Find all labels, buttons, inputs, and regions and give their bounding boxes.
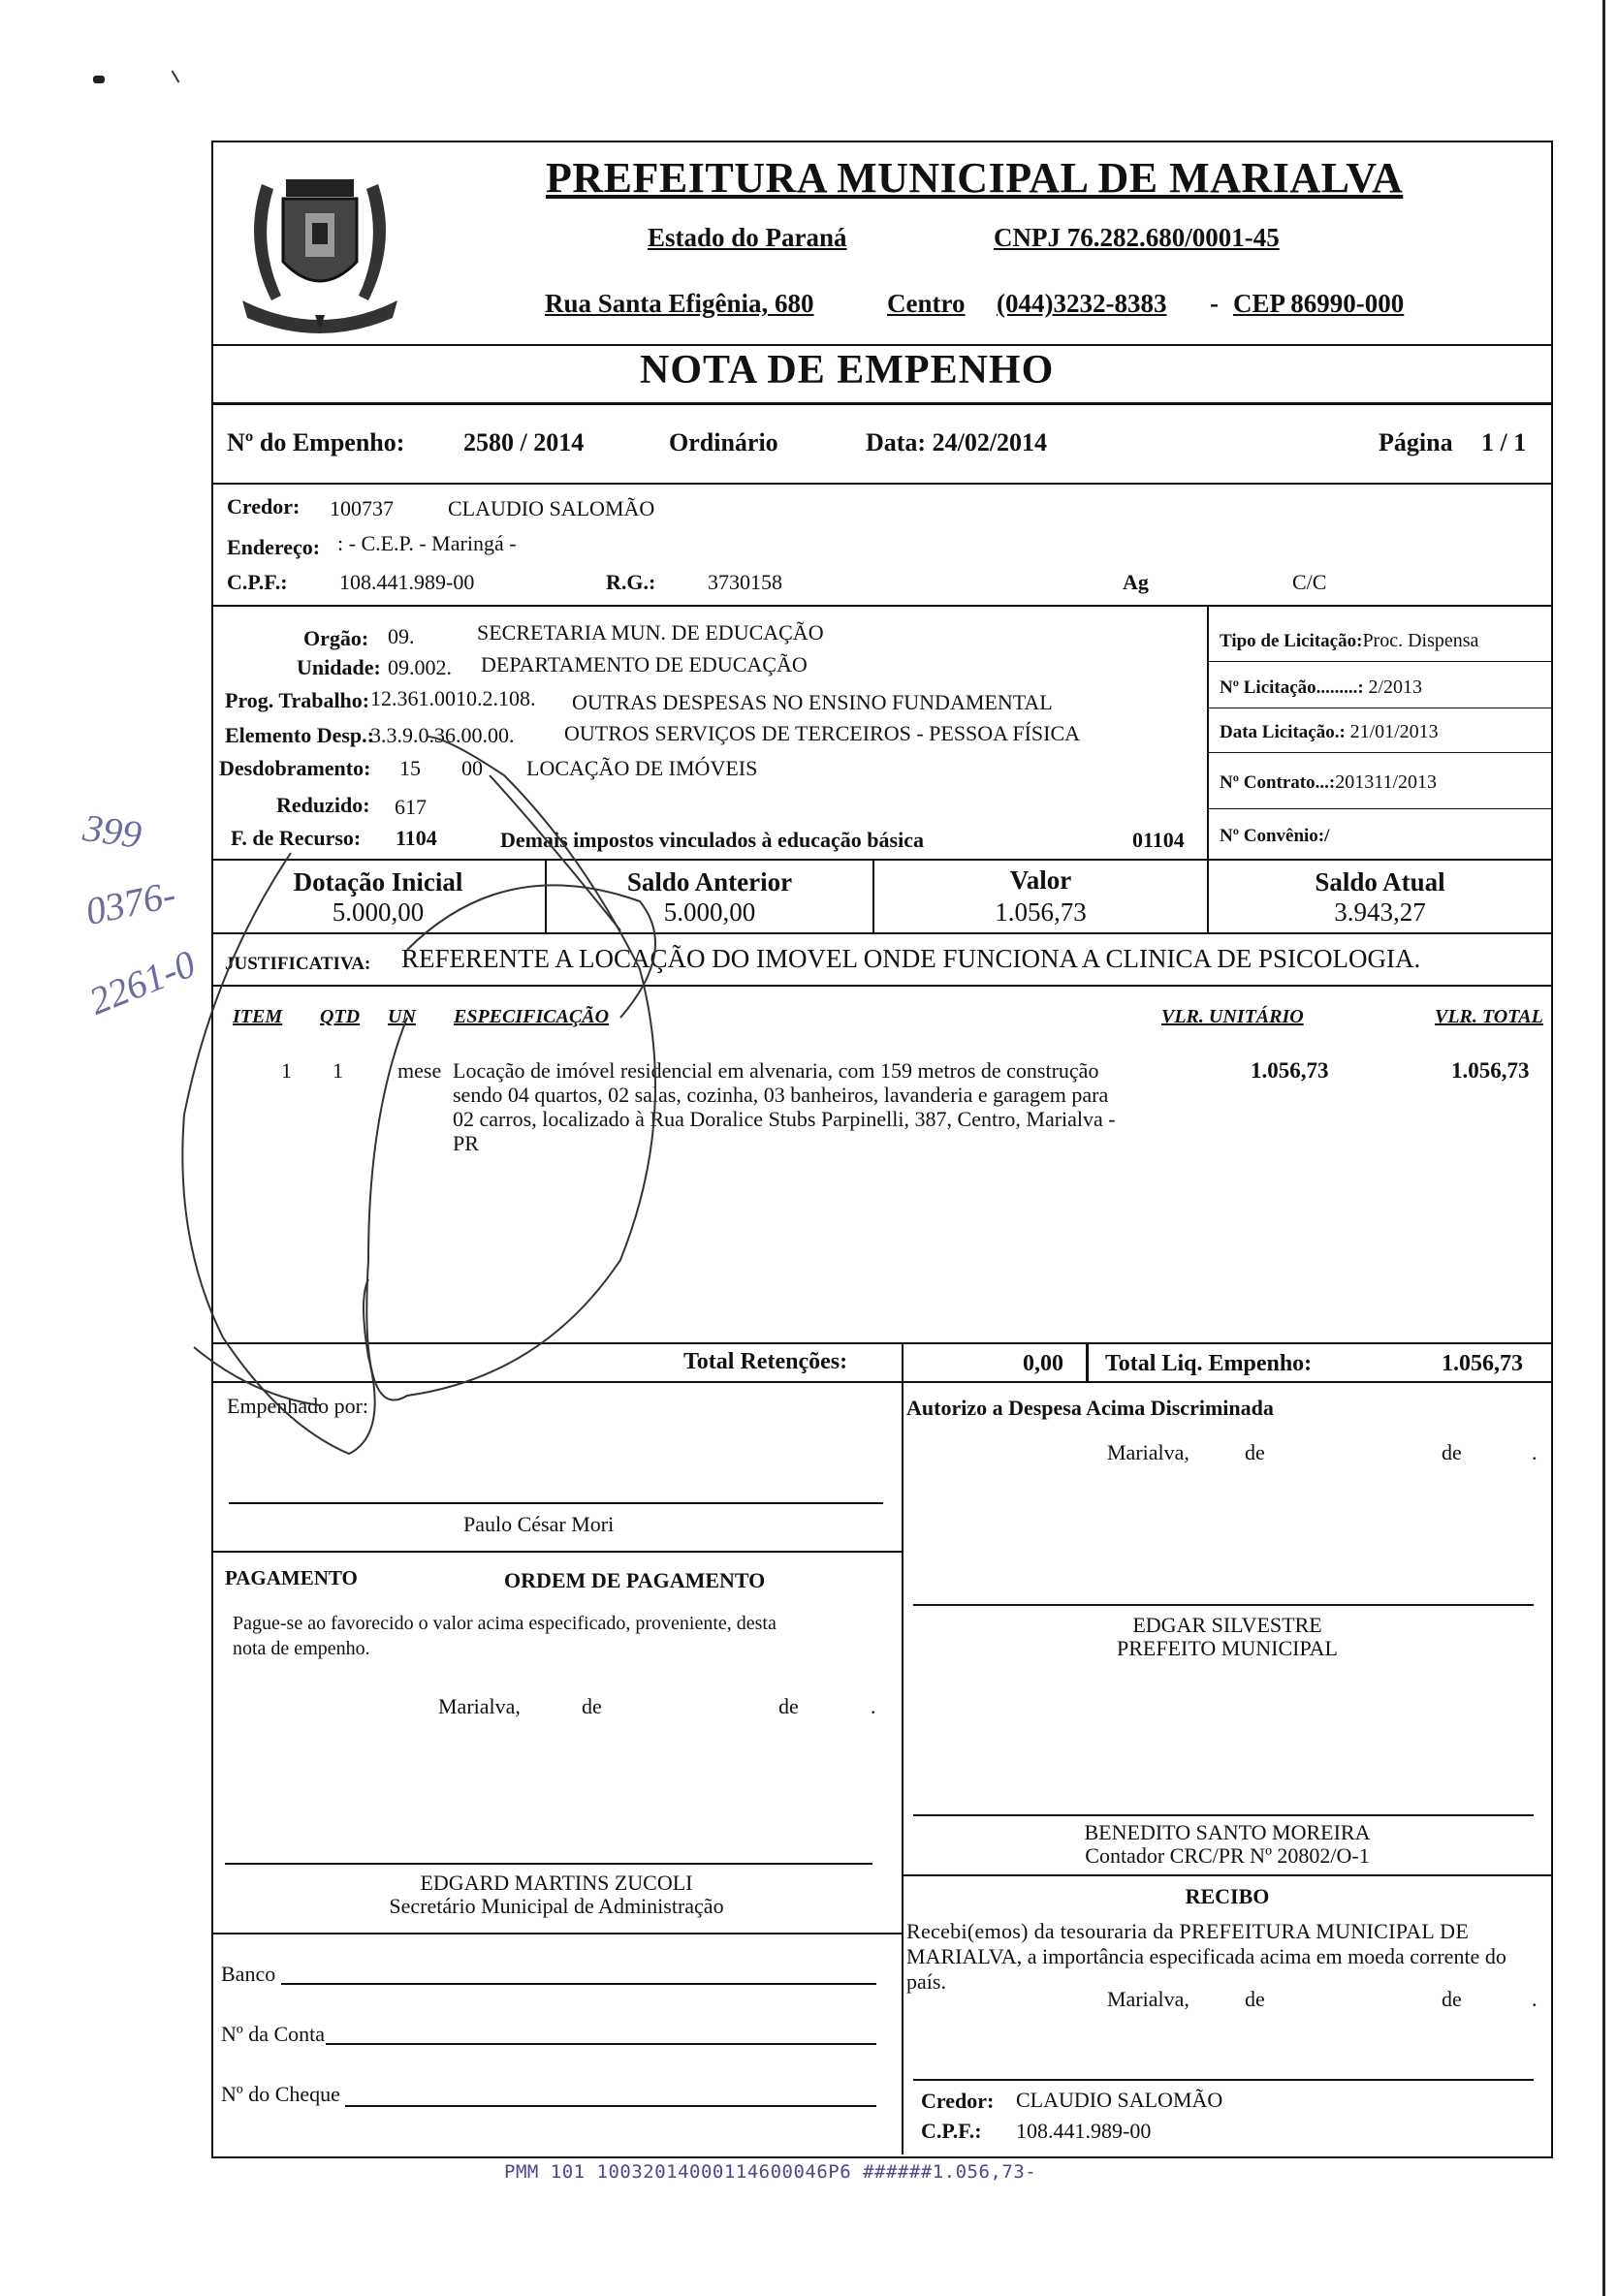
header-cep: CEP 86990-000 — [1233, 289, 1405, 318]
credor-code: 100737 — [330, 496, 394, 520]
recurso-value: 1104 — [396, 826, 437, 850]
recibo-dot: . — [1532, 1987, 1538, 2011]
licitacao-contrato-label-text: Nº Contrato...: — [1220, 772, 1336, 793]
recurso-code: 01104 — [1132, 828, 1185, 852]
autorizo-dot: . — [1532, 1440, 1538, 1464]
autorizo-text: Autorizo a Despesa Acima Discriminada — [906, 1396, 1274, 1420]
desdob-name: LOCAÇÃO DE IMÓVEIS — [526, 756, 758, 780]
orgao-name: SECRETARIA MUN. DE EDUCAÇÃO — [477, 620, 824, 645]
item-desc-3: 02 carros, localizado à Rua Doralice Stubs Parpinelli, 387, Centro, Marialva - — [453, 1107, 1116, 1131]
prog-name: OUTRAS DESPESAS NO ENSINO FUNDAMENTAL — [572, 690, 1053, 714]
handwritten-note: 2261-0 — [82, 941, 202, 1023]
licitacao-tipo-label-text: Tipo de Licitação: — [1220, 631, 1363, 651]
page-label: Página — [1379, 428, 1453, 456]
recurso-desc: Demais impostos vinculados à educação básica — [500, 828, 924, 852]
crest-text: MARIALVA 1951 — [271, 300, 368, 315]
recibo-de-1: de — [1245, 1987, 1265, 2011]
endereco-value: : - C.E.P. - Maringá - — [337, 531, 517, 555]
conta-label: Nº da Conta — [221, 2022, 326, 2046]
col-total: VLR. TOTAL — [1435, 1006, 1543, 1027]
reduzido-label: Reduzido: — [276, 793, 370, 817]
ordem-label: ORDEM DE PAGAMENTO — [504, 1568, 766, 1592]
recibo-cpf-label: C.P.F.: — [921, 2119, 982, 2143]
recibo-title: RECIBO — [1185, 1884, 1270, 1908]
item-qtd: 1 — [333, 1058, 343, 1083]
cpf-value: 108.441.989-00 — [339, 570, 475, 594]
item-total-value: 1.056,73 — [1451, 1058, 1530, 1083]
justificativa-text: REFERENTE A LOCAÇÃO DO IMOVEL ONDE FUNCIONA A CLINICA DE PSICOLOGIA. — [401, 944, 1421, 973]
secretario-role: Secretário Municipal de Administração — [389, 1894, 724, 1918]
empenho-date: Data: 24/02/2014 — [866, 428, 1048, 456]
page-number: 1 / 1 — [1481, 428, 1527, 456]
desdob-code-2: 00 — [461, 756, 483, 780]
pagamento-label: PAGAMENTO — [225, 1566, 358, 1589]
pague-de-1: de — [582, 1694, 602, 1718]
item-number: 1 — [281, 1058, 292, 1083]
contador-name: BENEDITO SANTO MOREIRA — [1084, 1820, 1371, 1844]
secretario-name: EDGARD MARTINS ZUCOLI — [420, 1871, 693, 1895]
licitacao-data-label — [1220, 721, 1439, 743]
prog-label: Prog. Trabalho: — [225, 688, 370, 712]
licitacao-num-value: 2/2013 — [1368, 676, 1423, 698]
licitacao-data-label-text: Data Licitação.: — [1220, 722, 1346, 742]
pague-de-2: de — [778, 1694, 799, 1718]
crest-logo — [223, 155, 417, 339]
dotacao-inicial-label: Dotação Inicial — [293, 867, 463, 896]
header-rua: Rua Santa Efigênia, 680 — [545, 289, 814, 318]
licitacao-data-value: 21/01/2013 — [1349, 721, 1439, 742]
pague-city: Marialva, — [438, 1694, 521, 1718]
recurso-label: F. de Recurso: — [231, 826, 362, 850]
reduzido-value: 617 — [395, 795, 427, 819]
autorizo-de-2: de — [1442, 1440, 1462, 1464]
licitacao-convenio-label: Nº Convênio:/ — [1220, 826, 1330, 846]
recibo-text-2: MARIALVA, a importância especificada acima em moeda corrente do — [906, 1944, 1506, 1968]
recibo-cpf-value: 108.441.989-00 — [1016, 2119, 1152, 2143]
header-estado: Estado do Paraná — [648, 223, 847, 252]
handwritten-note: 399 — [80, 805, 144, 857]
cc-label: C/C — [1292, 570, 1327, 594]
unidade-name: DEPARTAMENTO DE EDUCAÇÃO — [481, 652, 808, 676]
autorizo-de-1: de — [1245, 1440, 1265, 1464]
col-unit: VLR. UNITÁRIO — [1161, 1006, 1304, 1027]
empenho-number: 2580 / 2014 — [463, 428, 585, 456]
valor-label: Valor — [1009, 865, 1072, 895]
prog-code: 12.361.0010.2.108. — [370, 686, 536, 710]
unidade-code: 09.002. — [388, 655, 452, 679]
recibo-city: Marialva, — [1107, 1987, 1189, 2011]
saldo-anterior-label: Saldo Anterior — [626, 867, 793, 896]
item-desc-1: Locação de imóvel residencial em alvenaria, com 159 metros de construção — [453, 1058, 1099, 1083]
retencoes-label: Total Retenções: — [683, 1349, 848, 1374]
page-title: PREFEITURA MUNICIPAL DE MARIALVA — [546, 154, 1404, 202]
justificativa-label: JUSTIFICATIVA: — [225, 954, 371, 974]
licitacao-tipo-value: Proc. Dispensa — [1362, 630, 1479, 651]
licitacao-contrato-label — [1220, 771, 1437, 794]
saldo-anterior-value: 5.000,00 — [663, 897, 756, 927]
empenhado-name: Paulo César Mori — [463, 1512, 615, 1536]
recibo-credor-name: CLAUDIO SALOMÃO — [1016, 2088, 1223, 2112]
empenhado-label: Empenhado por: — [227, 1394, 369, 1418]
prefeito-name: EDGAR SILVESTRE — [1132, 1613, 1322, 1637]
licitacao-tipo-label — [1220, 630, 1478, 652]
elemento-name: OUTROS SERVIÇOS DE TERCEIROS - PESSOA FÍSICA — [564, 721, 1081, 745]
recibo-de-2: de — [1442, 1987, 1462, 2011]
item-unit-value: 1.056,73 — [1251, 1058, 1329, 1083]
pague-dot: . — [871, 1694, 876, 1718]
recibo-text-1: Recebi(emos) da tesouraria da PREFEITURA MUNICIPAL DE — [906, 1919, 1470, 1943]
pague-text-2: nota de empenho. — [233, 1638, 370, 1659]
ag-label: Ag — [1123, 570, 1149, 594]
recibo-text-3: país. — [906, 1969, 946, 1994]
orgao-label: Orgão: — [303, 626, 369, 650]
licitacao-num-label — [1220, 676, 1422, 699]
cheque-label: Nº do Cheque — [221, 2082, 340, 2106]
endereco-label: Endereço: — [227, 535, 321, 559]
scan-mark — [172, 70, 180, 82]
item-desc-4: PR — [453, 1131, 479, 1155]
header-fone: (044)3232-8383 — [997, 289, 1167, 318]
elemento-code: 3.3.9.0.36.00.00. — [370, 723, 515, 747]
liq-label: Total Liq. Empenho: — [1105, 1351, 1313, 1376]
elemento-label: Elemento Desp.: — [225, 723, 374, 747]
autorizo-city: Marialva, — [1107, 1440, 1189, 1464]
prefeito-role: PREFEITO MUNICIPAL — [1117, 1636, 1338, 1660]
licitacao-contrato-value: 201311/2013 — [1335, 771, 1438, 793]
banco-label: Banco — [221, 1962, 276, 1986]
recibo-credor-label: Credor: — [921, 2089, 995, 2113]
item-desc-2: sendo 04 quartos, 02 salas, cozinha, 03 banheiros, lavanderia e garagem para — [453, 1083, 1109, 1107]
desdob-label: Desdobramento: — [219, 756, 371, 780]
header-dash: - — [1210, 289, 1219, 318]
empenho-label: Nº do Empenho: — [227, 428, 405, 456]
col-item: ITEM — [233, 1006, 283, 1027]
scan-edge — [1602, 0, 1605, 2296]
header-cnpj: CNPJ 76.282.680/0001-45 — [994, 223, 1280, 252]
saldo-atual-label: Saldo Atual — [1315, 867, 1445, 896]
header-centro: Centro — [887, 289, 966, 318]
footer-code: PMM 101 10032014000114600046P6 ######1.056,73- — [504, 2161, 1037, 2183]
credor-name: CLAUDIO SALOMÃO — [448, 496, 655, 520]
scan-mark — [93, 76, 105, 83]
retencoes-value: 0,00 — [1023, 1351, 1063, 1376]
handwritten-note: 0376- — [81, 871, 179, 934]
contador-role: Contador CRC/PR Nº 20802/O-1 — [1085, 1843, 1370, 1868]
valor-value: 1.056,73 — [995, 897, 1087, 927]
empenho-type: Ordinário — [669, 428, 778, 456]
pague-text-1: Pague-se ao favorecido o valor acima especificado, proveniente, desta — [233, 1613, 777, 1634]
rg-value: 3730158 — [708, 570, 782, 594]
licitacao-num-label-text: Nº Licitação.........: — [1220, 677, 1364, 698]
col-espec: ESPECIFICAÇÃO — [454, 1006, 610, 1027]
cpf-label: C.P.F.: — [227, 570, 288, 594]
item-un: mese — [397, 1058, 442, 1083]
doc-title: NOTA DE EMPENHO — [640, 348, 1055, 393]
col-qtd: QTD — [320, 1006, 361, 1027]
dotacao-inicial-value: 5.000,00 — [332, 897, 425, 927]
col-un: UN — [388, 1006, 416, 1027]
credor-label: Credor: — [227, 494, 301, 519]
unidade-label: Unidade: — [297, 655, 381, 679]
saldo-atual-value: 3.943,27 — [1334, 897, 1426, 927]
rg-label: R.G.: — [606, 570, 656, 594]
liq-value: 1.056,73 — [1442, 1351, 1523, 1376]
desdob-code-1: 15 — [399, 756, 421, 780]
orgao-code: 09. — [388, 624, 415, 648]
